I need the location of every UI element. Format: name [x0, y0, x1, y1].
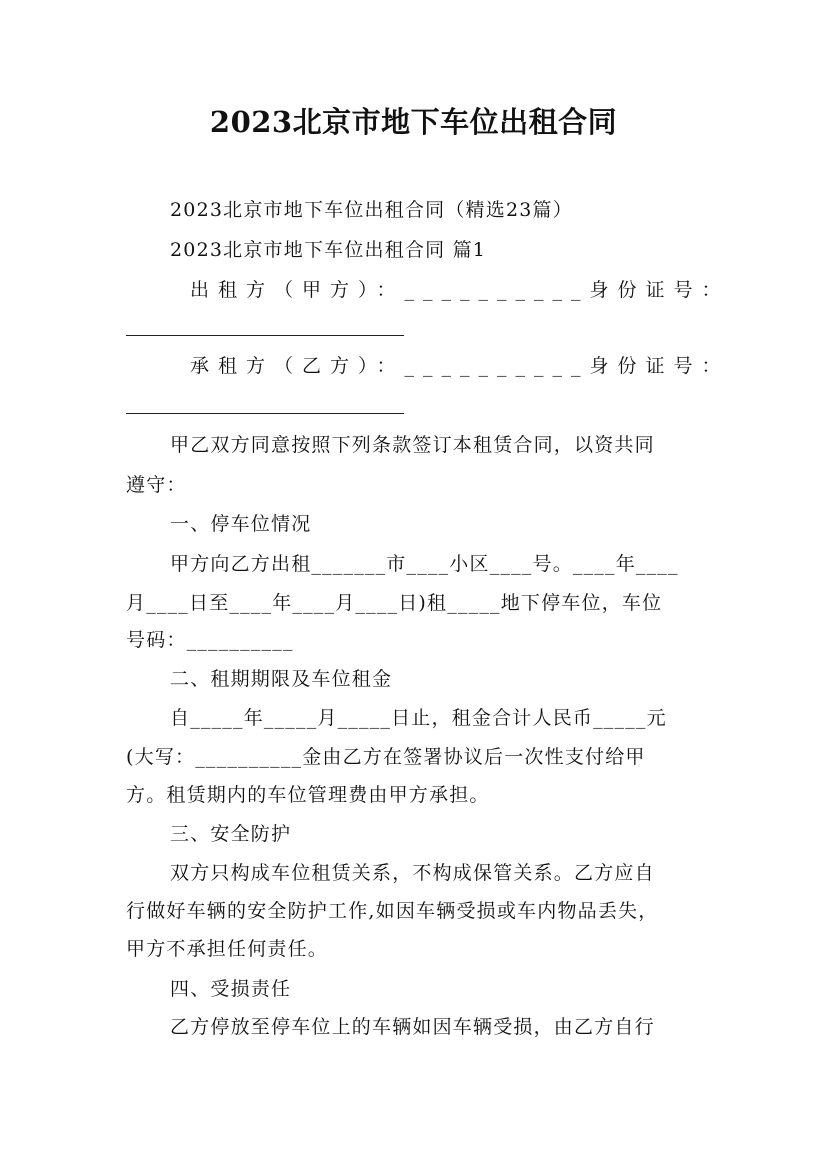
paragraph-line: (大写：__________金由乙方在签署协议后一次性支付给甲 — [126, 746, 646, 768]
paragraph-line: 甲方不承担任何责任。 — [126, 938, 329, 960]
paragraph-line: 遵守： — [126, 474, 187, 496]
lessor-id-blank — [126, 335, 404, 336]
clause-heading: 三、安全防护 — [170, 823, 292, 845]
clause-heading: 一、停车位情况 — [170, 513, 312, 535]
paragraph-line: 自_____年_____月_____日止，租金合计人民币_____元 — [170, 707, 667, 729]
paragraph-line: 月____日至____年____月____日)租_____地下停车位，车位 — [126, 592, 663, 614]
paragraph-line: 双方只构成车位租赁关系，不构成保管关系。乙方应自 — [170, 862, 655, 884]
lessee-id-blank — [126, 413, 404, 414]
paragraph-line: 行做好车辆的安全防护工作,如因车辆受损或车内物品丢失， — [126, 900, 659, 922]
paragraph-line: 方。租赁期内的车位管理费由甲方承担。 — [126, 784, 490, 806]
paragraph-line: 甲方向乙方出租_______市____小区____号。____年____ — [170, 553, 679, 575]
lessor-line: 出租方（甲方）：__________身份证号： — [190, 279, 730, 301]
paragraph-line: 甲乙双方同意按照下列条款签订本租赁合同，以资共同 — [170, 434, 655, 456]
paragraph-line: 号码：__________ — [126, 629, 294, 651]
lessee-line: 承租方（乙方）：__________身份证号： — [190, 355, 730, 377]
clause-heading: 四、受损责任 — [170, 978, 292, 1000]
subtitle: 2023北京市地下车位出租合同（精选23篇） — [170, 199, 573, 221]
section-heading: 2023北京市地下车位出租合同 篇1 — [170, 239, 487, 261]
paragraph-line: 乙方停放至停车位上的车辆如因车辆受损，由乙方自行 — [170, 1016, 655, 1038]
clause-heading: 二、租期期限及车位租金 — [170, 668, 393, 690]
document-title: 2023北京市地下车位出租合同 — [209, 105, 618, 139]
